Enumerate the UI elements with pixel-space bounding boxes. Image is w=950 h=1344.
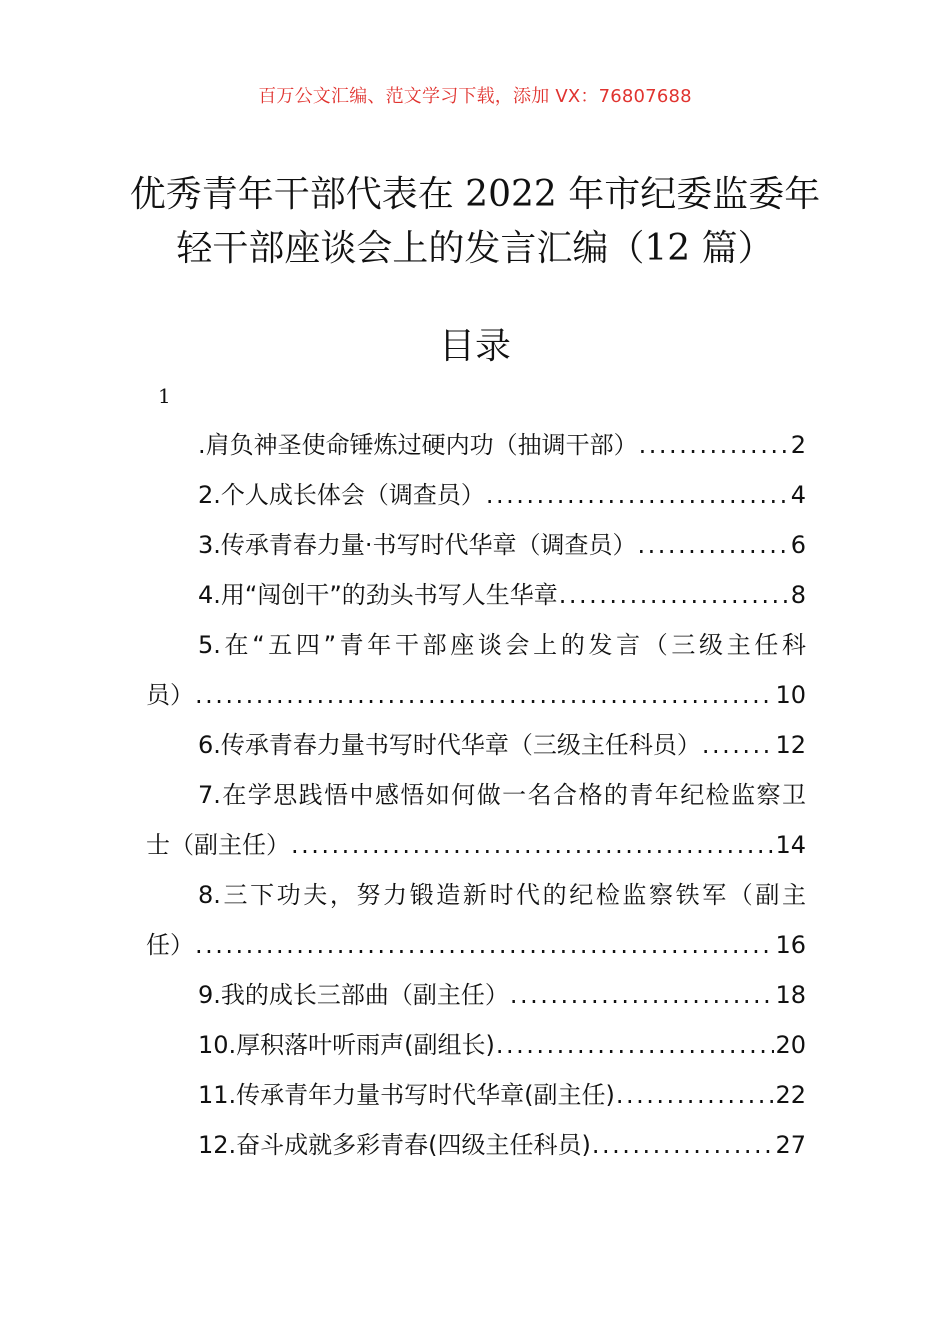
toc-page-number: 22 bbox=[775, 1081, 806, 1109]
toc-entry-title: 员） bbox=[146, 681, 194, 709]
toc-entry[interactable] bbox=[146, 770, 806, 870]
toc-entry-title-first-line: 8.三下功夫，努力锻造新时代的纪检监察铁军（副主 bbox=[198, 881, 806, 909]
toc-entry-row bbox=[146, 920, 806, 970]
toc-dot-leader bbox=[195, 670, 774, 720]
toc-entry-title: 3.传承青春力量·书写时代华章（调查员） bbox=[198, 531, 637, 559]
toc-dot-leader bbox=[195, 920, 774, 970]
toc-entry-title: 2.个人成长体会（调查员） bbox=[198, 481, 485, 509]
toc-dot-leader bbox=[486, 470, 790, 520]
toc-dot-leader bbox=[496, 1020, 775, 1070]
toc-entry[interactable] bbox=[146, 970, 806, 1020]
toc-entry-title: 12.奋斗成就多彩青春(四级主任科员) bbox=[198, 1131, 591, 1159]
toc-dot-leader bbox=[639, 420, 790, 470]
toc-heading: 目录 bbox=[438, 326, 511, 367]
toc-entry-title: 士（副主任） bbox=[146, 831, 290, 859]
toc-dot-leader bbox=[559, 570, 790, 620]
toc-entry-title: .肩负神圣使命锤炼过硬内功（抽调干部） bbox=[198, 431, 638, 459]
toc-number-marker: 1 bbox=[158, 384, 171, 408]
toc-entry-row bbox=[146, 1020, 806, 1070]
toc-page-number: 27 bbox=[775, 1131, 806, 1159]
toc-entry-row bbox=[146, 1070, 806, 1120]
toc-entry-row bbox=[146, 1120, 806, 1170]
toc-dot-leader bbox=[638, 520, 790, 570]
toc-entry[interactable] bbox=[146, 1020, 806, 1070]
toc-page-number: 14 bbox=[775, 831, 806, 859]
table-of-contents bbox=[146, 420, 806, 1170]
toc-page-number: 16 bbox=[775, 931, 806, 959]
toc-entry-row bbox=[146, 670, 806, 720]
toc-entry-row bbox=[146, 470, 806, 520]
toc-entry[interactable] bbox=[146, 520, 806, 570]
document-title bbox=[100, 168, 850, 276]
toc-dot-leader bbox=[592, 1120, 775, 1170]
toc-entry-title-first-line: 5.在“五四”青年干部座谈会上的发言（三级主任科 bbox=[198, 631, 806, 659]
toc-entry-row bbox=[146, 970, 806, 1020]
toc-entry-title: 9.我的成长三部曲（副主任） bbox=[198, 981, 509, 1009]
toc-entry-title: 11.传承青年力量书写时代华章(副主任) bbox=[198, 1081, 615, 1109]
toc-entry[interactable] bbox=[146, 620, 806, 720]
toc-entry-title: 4.用“闯创干”的劲头书写人生华章 bbox=[198, 581, 558, 609]
toc-entry-title-first-line: 7.在学思践悟中感悟如何做一名合格的青年纪检监察卫 bbox=[198, 781, 806, 809]
toc-entry-row bbox=[146, 820, 806, 870]
toc-entry[interactable] bbox=[146, 1120, 806, 1170]
toc-page-number: 8 bbox=[790, 581, 806, 609]
title-line-2: 轻干部座谈会上的发言汇编（12 篇） bbox=[176, 228, 774, 269]
title-line-1: 优秀青年干部代表在 2022 年市纪委监委年 bbox=[129, 174, 821, 215]
toc-page-number: 6 bbox=[790, 531, 806, 559]
toc-entry[interactable] bbox=[146, 720, 806, 770]
toc-page-number: 2 bbox=[790, 431, 806, 459]
toc-entry-title: 6.传承青春力量书写时代华章（三级主任科员） bbox=[198, 731, 701, 759]
toc-entry[interactable] bbox=[146, 1070, 806, 1120]
toc-page-number: 4 bbox=[790, 481, 806, 509]
toc-dot-leader bbox=[510, 970, 775, 1020]
toc-page-number: 18 bbox=[775, 981, 806, 1009]
toc-entry-title: 任） bbox=[146, 931, 194, 959]
toc-entry-row bbox=[146, 570, 806, 620]
toc-entry[interactable] bbox=[146, 420, 806, 470]
toc-entry-row bbox=[146, 420, 806, 470]
toc-page-number: 10 bbox=[775, 681, 806, 709]
toc-dot-leader bbox=[291, 820, 774, 870]
toc-entry-row bbox=[146, 520, 806, 570]
promo-header: 百万公文汇编、范文学习下载，添加 VX：76807688 bbox=[258, 86, 692, 107]
toc-page-number: 20 bbox=[775, 1031, 806, 1059]
toc-entry[interactable] bbox=[146, 870, 806, 970]
toc-entry[interactable] bbox=[146, 570, 806, 620]
toc-dot-leader bbox=[702, 720, 775, 770]
toc-page-number: 12 bbox=[775, 731, 806, 759]
toc-entry-title: 10.厚积落叶听雨声(副组长) bbox=[198, 1031, 495, 1059]
toc-entry[interactable] bbox=[146, 470, 806, 520]
toc-entry-row bbox=[146, 720, 806, 770]
toc-dot-leader bbox=[616, 1070, 775, 1120]
